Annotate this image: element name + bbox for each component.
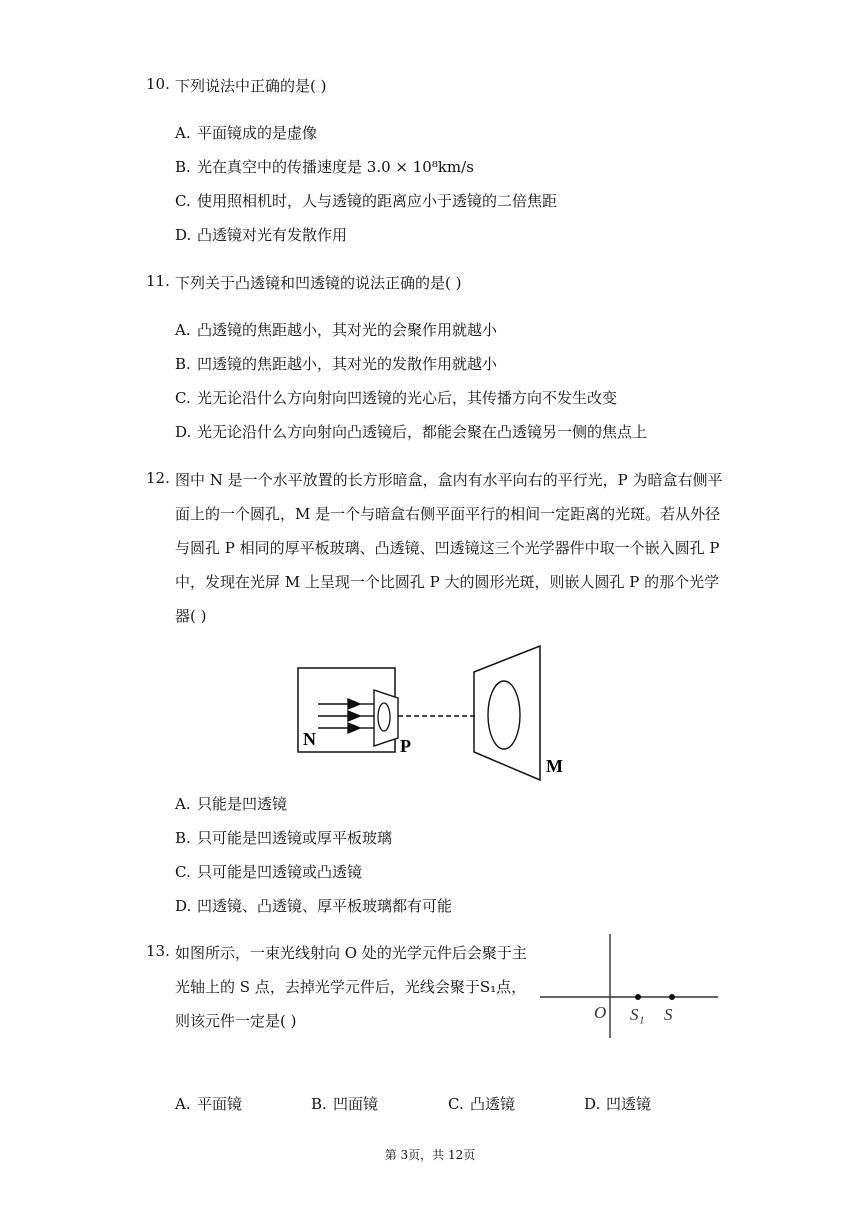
- question-10-option-a: A. 平面镜成的是虚像: [175, 124, 318, 142]
- label-n: N: [303, 729, 316, 749]
- question-11-number: 11.: [146, 272, 170, 290]
- question-12-number: 12.: [146, 469, 170, 487]
- question-11-option-d: D. 光无论沿什么方向射向凸透镜后，都能会聚在凸透镜另一侧的焦点上: [175, 423, 648, 441]
- question-10-number: 10.: [146, 75, 170, 93]
- question-12-figure: [290, 640, 580, 785]
- question-10-option-d: D. 凸透镜对光有发散作用: [175, 226, 348, 244]
- question-11-option-a: A. 凸透镜的焦距越小，其对光的会聚作用就越小: [175, 321, 498, 339]
- light-spot: [488, 681, 520, 749]
- question-12-option-d: D. 凹透镜、凸透镜、厚平板玻璃都有可能: [175, 897, 453, 915]
- parallel-light-arrows: [318, 699, 374, 733]
- question-13-option-b: B. 凹面镜: [311, 1095, 379, 1113]
- question-10-option-c: C. 使用照相机时，人与透镜的距离应小于透镜的二倍焦距: [175, 192, 558, 210]
- label-m: M: [546, 756, 563, 776]
- question-12-stem-line-2: 面上的一个圆孔，M 是一个与暗盒右侧平面平行的相间一定距离的光斑。若从外径: [175, 505, 721, 523]
- question-11-stem: 下列关于凸透镜和凹透镜的说法正确的是( ): [175, 274, 462, 292]
- question-10-option-b: B. 光在真空中的传播速度是 3.0 × 10⁸km/s: [175, 158, 474, 176]
- question-12-option-b: B. 只可能是凹透镜或厚平板玻璃: [175, 829, 393, 847]
- question-13-stem-line-3: 则该元件一定是( ): [175, 1012, 297, 1030]
- question-12-stem-line-3: 与圆孔 P 相同的厚平板玻璃、凸透镜、凹透镜这三个光学器件中取一个嵌入圆孔 P: [175, 539, 720, 557]
- question-11-option-b: B. 凹透镜的焦距越小，其对光的发散作用就越小: [175, 355, 498, 373]
- point-s: [669, 994, 675, 1000]
- question-13-stem-line-2: 光轴上的 S 点，去掉光学元件后，光线会聚于S₁点，: [175, 978, 527, 996]
- page-footer: 第 3页，共 12页: [384, 1148, 476, 1162]
- question-10-stem: 下列说法中正确的是( ): [175, 77, 327, 95]
- label-s: S: [664, 1005, 673, 1024]
- label-p: P: [400, 736, 411, 756]
- question-13-option-a: A. 平面镜: [175, 1095, 243, 1113]
- question-12-stem-line-5: 器( ): [175, 607, 207, 625]
- point-s1: [635, 994, 641, 1000]
- question-12-stem-line-4: 中，发现在光屏 M 上呈现一个比圆孔 P 大的圆形光斑，则嵌人圆孔 P 的那个光学: [175, 573, 720, 591]
- question-13-figure: [538, 932, 720, 1042]
- question-13-option-c: C. 凸透镜: [448, 1095, 516, 1113]
- question-13-stem-line-1: 如图所示，一束光线射向 O 处的光学元件后会聚于主: [175, 944, 527, 962]
- label-s1: S₁: [630, 1005, 645, 1024]
- question-11-option-c: C. 光无论沿什么方向射向凹透镜的光心后，其传播方向不发生改变: [175, 389, 618, 407]
- question-13-option-d: D. 凹透镜: [584, 1095, 652, 1113]
- question-12-option-a: A. 只能是凹透镜: [175, 795, 288, 813]
- question-12-stem-line-1: 图中 N 是一个水平放置的长方形暗盒，盒内有水平向右的平行光，P 为暗盒右侧平: [175, 471, 723, 489]
- label-o: O: [594, 1003, 607, 1022]
- question-13-number: 13.: [146, 942, 170, 960]
- question-12-option-c: C. 只可能是凹透镜或凸透镜: [175, 863, 363, 881]
- light-screen: [474, 646, 540, 780]
